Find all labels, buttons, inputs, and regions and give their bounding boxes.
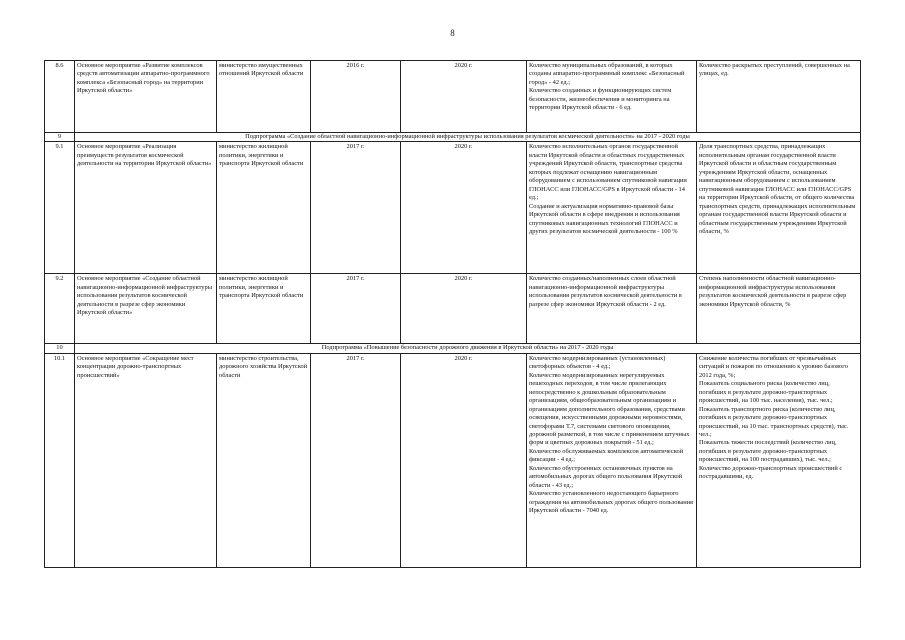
program-table (44, 60, 861, 568)
year-start-cell: 2017 г. (311, 353, 401, 567)
indicators-cell (527, 61, 697, 133)
row-number: 10 (45, 344, 75, 353)
indicator-line: Количество созданных и функционирующих систем безопасности, жизнеобеспечения и мониторинга на территории Иркутской области - 6 ед. (529, 87, 672, 112)
indicator-line: Количество установленного недостающего барьерного ограждения на автомобильных дорогах общего пользования Иркутской области - 7040 ед. (529, 490, 693, 515)
row-number: 8.6 (45, 61, 75, 133)
indicator-line: Количество модернизированных нерегулируемых пешеходных переходов, в том числе прилегающих непосредственно к дошкольным образовательным организациям, общеобразовательным организациям и организациям дополнительного образования, средствами освещения, искусственными дорожными неровностями, светофорами Т.7, системами светового оповещения, дорожной разметкой, в том числе с применением штучных форм и цветных дорожных покрытий - 51 ед.; (529, 371, 690, 447)
executor-cell: министерство жилищной политики, энергетики и транспорта Иркутской области (217, 274, 311, 344)
indicators-cell (527, 142, 697, 274)
target-line: Показатель транспортного риска (количество лиц, погибших в результате дорожно-транспортных происшествий, на 10 тыс. транспортных средств), тыс. чел.; (699, 405, 849, 438)
indicator-line: Создание и актуализация нормативно-правовой базы Иркутской области в сфере внедрения и использования спутниковых навигационных технологий ГЛОНАСС и других результатов космической деятельности - 100 % (529, 202, 680, 235)
target-line: Степень наполненности областной навигационно-информационной инфраструктуры использования результатов космической деятельности в разрезе сфер экономики Иркутской области, % (699, 275, 847, 308)
year-start-cell: 2017 г. (311, 142, 401, 274)
targets-cell (697, 353, 861, 567)
year-end-cell: 2020 г. (401, 61, 527, 133)
year-end-cell: 2020 г. (401, 274, 527, 344)
target-line: Количество дорожно-транспортных происшествий с пострадавшими, ед. (699, 464, 843, 481)
target-line: Показатель тяжести последствий (количество лиц, погибших в результате дорожно-транспортных происшествий, на 100 пострадавших), тыс. чел.; (699, 439, 837, 464)
subprogram-row (45, 344, 861, 353)
indicator-line: Количество обслуживаемых комплексов автоматической фиксации - 4 ед.; (529, 447, 684, 464)
target-line: Снижение количества погибших от чрезвычайных ситуаций и пожаров по отношению к уровню базового 2012 года, %; (699, 354, 848, 379)
targets-cell (697, 61, 861, 133)
subprogram-title: Подпрограмма «Создание областной навигационно-информационной инфраструктуры использования результатов космической деятельности» на 2017 - 2020 годы (75, 133, 861, 142)
year-start-cell: 2017 г. (311, 274, 401, 344)
indicator-line: Количество муниципальных образований, в которых созданы аппаратно-программный комплекс «Безопасный город» - 42 ед.; (529, 62, 685, 86)
page-number: 8 (450, 28, 455, 38)
indicator-line: Количество исполнительных органов государственной власти Иркутской области и областных государственных учреждений Иркутской области, транспортные средства которых подлежат оснащению навигационным оборудованием с использованием спутниковой навигации ГЛОНАСС или ГЛОНАСС/GPS в Иркутской области - 14 ед.; (529, 143, 687, 202)
indicators-cell (527, 353, 697, 567)
row-number: 9.1 (45, 142, 75, 274)
target-line: Показатель социального риска (количество лиц, погибших в результате дорожно-транспортных происшествий, на 100 тыс. населения), тыс. чел.; (699, 380, 833, 405)
year-start-cell: 2016 г. (311, 61, 401, 133)
row-number: 9.2 (45, 274, 75, 344)
table-row (45, 353, 861, 567)
event-cell: Основное мероприятие «Сокращение мест концентрации дорожно-транспортных происшествий» (75, 353, 217, 567)
indicator-line: Количество обустроенных остановочных пунктов на автомобильных дорогах общего пользования Иркутской области - 43 ед.; (529, 464, 683, 489)
executor-cell: министерство жилищной политики, энергетики и транспорта Иркутской области (217, 142, 311, 274)
row-number: 10.1 (45, 353, 75, 567)
table-row (45, 142, 861, 274)
executor-cell: министерство строительства, дорожного хозяйства Иркутской области (217, 353, 311, 567)
table-row (45, 61, 861, 133)
subprogram-row (45, 133, 861, 142)
indicators-cell (527, 274, 697, 344)
indicator-line: Количество созданных/наполненных слоев областной навигационно-информационной инфраструктуры использования результатов космической деятельности в разрезе сфер экономики Иркутской области - 2 ед. (529, 275, 682, 308)
target-line: Количество раскрытых преступлений, совершенных на улицах, ед. (699, 62, 850, 78)
targets-cell (697, 274, 861, 344)
indicator-line: Количество модернизированных (установленных) светофорных объектов - 4 ед.; (529, 354, 666, 371)
year-end-cell: 2020 г. (401, 142, 527, 274)
year-end-cell: 2020 г. (401, 353, 527, 567)
subprogram-title: Подпрограмма «Повышение безопасности дорожного движения в Иркутской области» на 2017 - 2020 годы (75, 344, 861, 353)
row-number: 9 (45, 133, 75, 142)
event-cell: Основное мероприятие «Создание областной навигационно-информационной инфраструктуры использования результатов космической деятельности в разрезе сфер экономики Иркутской области» (75, 274, 217, 344)
event-cell: Основное мероприятие «Развитие комплексов средств автоматизации аппаратно-программного комплекса «Безопасный город» на территории Иркутской области» (75, 61, 217, 133)
targets-cell (697, 142, 861, 274)
table-row (45, 274, 861, 344)
event-cell: Основное мероприятие «Реализация преимуществ результатов космической деятельности на территории Иркутской области» (75, 142, 217, 274)
target-line: Доля транспортных средства, принадлежащих исполнительным органам государственной власти Иркутской области и областным государственным учреждениям Иркутской области, оснащенных навигационным оборудованием с использованием спутниковой навигации ГЛОНАСС или ГЛОНАСС/GPS на территории Иркутской области, от общего количества транспортных средств, принадлежащих исполнительным органам государственной власти Иркутской области и областным государственным учреждениям Иркутской области, % (699, 143, 856, 235)
executor-cell: министерство имущественных отношений Иркутской области (217, 61, 311, 133)
